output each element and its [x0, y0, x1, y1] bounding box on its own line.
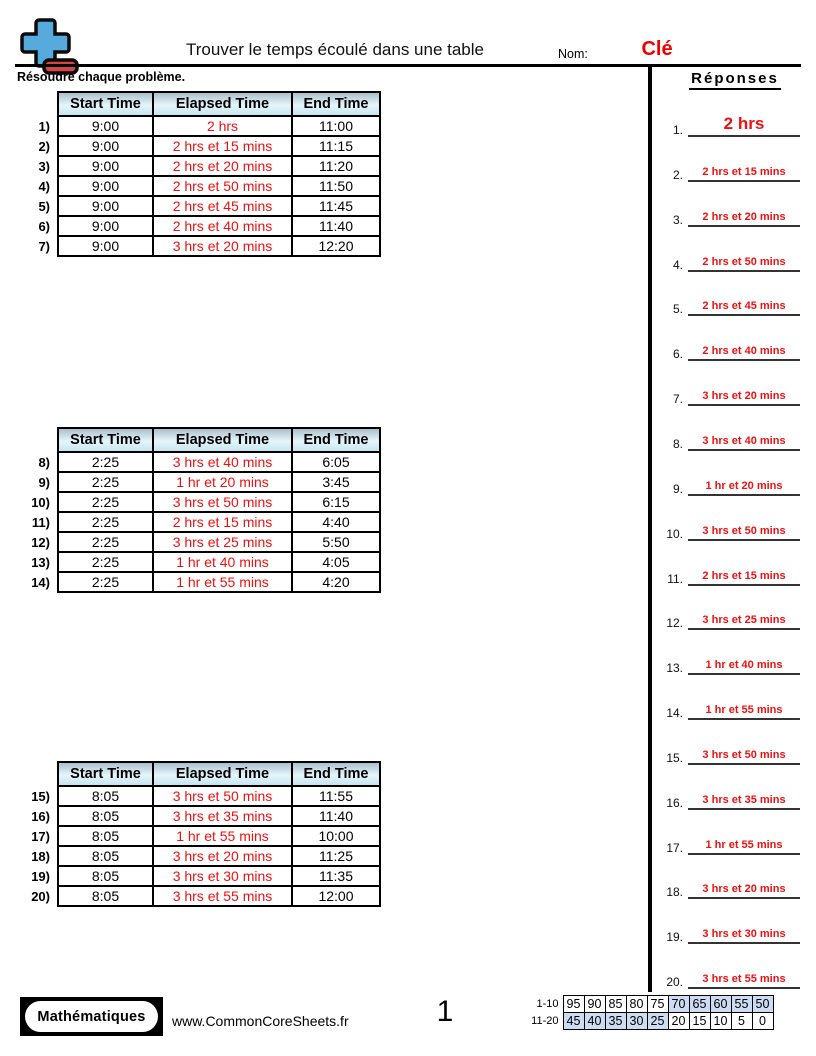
score-cell: 10: [710, 1013, 731, 1030]
end-time-cell: 11:15: [292, 136, 380, 156]
answer-item: [654, 784, 812, 810]
row-number: 13): [31, 554, 50, 570]
elapsed-time-cell: 3 hrs et 50 mins: [153, 786, 292, 806]
table-corner-spacer: [20, 428, 58, 452]
end-time-cell: 5:50: [292, 532, 380, 552]
row-number: 1): [38, 118, 50, 134]
end-time-cell: 11:25: [292, 846, 380, 866]
answer-item: [654, 290, 812, 316]
column-header: End Time: [292, 428, 380, 452]
elapsed-time-cell: 3 hrs et 35 mins: [153, 806, 292, 826]
score-cell: 45: [563, 1013, 584, 1030]
score-cell: 30: [626, 1013, 647, 1030]
table-row: [20, 532, 380, 552]
page-number: 1: [436, 995, 454, 1028]
table-row: [20, 512, 380, 532]
column-header: Start Time: [58, 762, 153, 786]
column-header: End Time: [292, 92, 380, 116]
answer-item: [654, 201, 812, 227]
answer-text: 3 hrs et 20 mins: [688, 390, 800, 406]
score-cell: 0: [752, 1013, 773, 1030]
answer-text: 2 hrs et 20 mins: [688, 211, 800, 227]
start-time-cell: 9:00: [58, 176, 153, 196]
answer-number: 18.: [666, 885, 683, 899]
row-number: 8): [38, 454, 50, 470]
table-row: [20, 196, 380, 216]
start-time-cell: 2:25: [58, 572, 153, 592]
answer-number: 4.: [672, 258, 683, 272]
elapsed-time-cell: 1 hr et 40 mins: [153, 552, 292, 572]
answer-text: 2 hrs et 15 mins: [688, 166, 800, 182]
end-time-cell: 4:05: [292, 552, 380, 572]
problem-table-2: [20, 427, 381, 593]
answer-item: [654, 829, 812, 855]
answer-item: [654, 963, 812, 989]
answer-number: 14.: [666, 706, 683, 720]
elapsed-time-cell: 1 hr et 55 mins: [153, 826, 292, 846]
header-divider: [15, 64, 801, 67]
answer-item: [654, 649, 812, 675]
row-number: 14): [31, 574, 50, 590]
answer-number: 19.: [666, 930, 683, 944]
answers-title: [660, 70, 810, 87]
elapsed-time-cell: 3 hrs et 20 mins: [153, 846, 292, 866]
answer-item: [654, 694, 812, 720]
score-cell: 35: [605, 1013, 626, 1030]
table-row: [20, 452, 380, 472]
end-time-cell: 4:40: [292, 512, 380, 532]
end-time-cell: 12:20: [292, 236, 380, 256]
start-time-cell: 2:25: [58, 532, 153, 552]
answer-text: 1 hr et 20 mins: [688, 480, 800, 496]
score-cell: 25: [647, 1013, 668, 1030]
answer-item: [654, 246, 812, 272]
answer-text: 2 hrs et 15 mins: [688, 570, 800, 586]
end-time-cell: 4:20: [292, 572, 380, 592]
answer-item: [654, 335, 812, 361]
table-row: [20, 826, 380, 846]
elapsed-time-cell: 2 hrs: [153, 116, 292, 136]
answer-number: 9.: [672, 482, 683, 496]
brand-name: Mathématiques: [25, 1001, 158, 1032]
score-cell: 65: [689, 996, 710, 1013]
row-number: 4): [38, 178, 50, 194]
table-row: [20, 136, 380, 156]
end-time-cell: 12:00: [292, 886, 380, 906]
row-number: 5): [38, 198, 50, 214]
score-cell: 15: [689, 1013, 710, 1030]
elapsed-time-cell: 3 hrs et 30 mins: [153, 866, 292, 886]
page-title: Trouver le temps écoulé dans une table: [186, 40, 484, 59]
website-url: www.CommonCoreSheets.fr: [172, 1013, 349, 1029]
start-time-cell: 8:05: [58, 866, 153, 886]
end-time-cell: 11:50: [292, 176, 380, 196]
elapsed-time-table: [20, 427, 381, 593]
problem-table-3: [20, 761, 381, 907]
answer-number: 17.: [666, 841, 683, 855]
end-time-cell: 6:15: [292, 492, 380, 512]
row-number: 20): [31, 888, 50, 904]
answer-number: 13.: [666, 661, 683, 675]
answer-text: 2 hrs et 40 mins: [688, 345, 800, 361]
answer-item: [654, 111, 812, 137]
row-number: 10): [31, 494, 50, 510]
score-cell: 20: [668, 1013, 689, 1030]
row-number: 3): [38, 158, 50, 174]
answer-item: [654, 560, 812, 586]
table-row: [20, 786, 380, 806]
answer-item: [654, 873, 812, 899]
answer-item: [654, 739, 812, 765]
answer-number: 7.: [672, 392, 683, 406]
elapsed-time-cell: 2 hrs et 15 mins: [153, 136, 292, 156]
answer-number: 12.: [666, 616, 683, 630]
end-time-cell: 11:20: [292, 156, 380, 176]
end-time-cell: 10:00: [292, 826, 380, 846]
answer-text: 2 hrs: [688, 114, 800, 137]
table-row: [20, 492, 380, 512]
row-number: 7): [38, 238, 50, 254]
row-number: 9): [38, 474, 50, 490]
answer-item: [654, 380, 812, 406]
start-time-cell: 8:05: [58, 846, 153, 866]
start-time-cell: 9:00: [58, 136, 153, 156]
elapsed-time-cell: 3 hrs et 55 mins: [153, 886, 292, 906]
score-cell: 75: [647, 996, 668, 1013]
column-header: Elapsed Time: [153, 762, 292, 786]
table-row: [20, 116, 380, 136]
answer-number: 11.: [667, 572, 683, 586]
column-header: Elapsed Time: [153, 92, 292, 116]
start-time-cell: 2:25: [58, 452, 153, 472]
score-cell: 5: [731, 1013, 752, 1030]
column-header: Elapsed Time: [153, 428, 292, 452]
score-cell: 55: [731, 996, 752, 1013]
table-row: [20, 572, 380, 592]
answer-number: 1.: [672, 123, 683, 137]
answer-text: 1 hr et 40 mins: [688, 659, 800, 675]
column-header: Start Time: [58, 92, 153, 116]
table-row: [20, 866, 380, 886]
row-number: 17): [31, 828, 50, 844]
column-header: Start Time: [58, 428, 153, 452]
table-row: [20, 552, 380, 572]
answer-number: 3.: [672, 213, 683, 227]
end-time-cell: 11:40: [292, 806, 380, 826]
elapsed-time-cell: 2 hrs et 20 mins: [153, 156, 292, 176]
score-cell: 70: [668, 996, 689, 1013]
start-time-cell: 2:25: [58, 472, 153, 492]
answers-title-text: Réponses: [689, 70, 781, 90]
elapsed-time-cell: 3 hrs et 50 mins: [153, 492, 292, 512]
end-time-cell: 3:45: [292, 472, 380, 492]
elapsed-time-cell: 2 hrs et 40 mins: [153, 216, 292, 236]
answer-number: 6.: [672, 347, 683, 361]
answers-divider: [648, 67, 652, 992]
answer-text: 3 hrs et 30 mins: [688, 928, 800, 944]
row-number: 18): [31, 848, 50, 864]
table-row: [20, 176, 380, 196]
answer-number: 8.: [672, 437, 683, 451]
row-number: 16): [31, 808, 50, 824]
end-time-cell: 11:45: [292, 196, 380, 216]
elapsed-time-cell: 2 hrs et 50 mins: [153, 176, 292, 196]
score-cell: 50: [752, 996, 773, 1013]
answer-item: [654, 425, 812, 451]
answer-number: 16.: [666, 796, 683, 810]
answer-text: 3 hrs et 20 mins: [688, 883, 800, 899]
start-time-cell: 9:00: [58, 116, 153, 136]
answer-item: [654, 918, 812, 944]
answer-number: 20.: [666, 975, 683, 989]
answer-item: [654, 156, 812, 182]
elapsed-time-cell: 3 hrs et 40 mins: [153, 452, 292, 472]
elapsed-time-cell: 1 hr et 55 mins: [153, 572, 292, 592]
score-cell: 60: [710, 996, 731, 1013]
start-time-cell: 2:25: [58, 552, 153, 572]
table-corner-spacer: [20, 762, 58, 786]
answer-number: 15.: [666, 751, 683, 765]
row-number: 15): [31, 788, 50, 804]
answer-text: 3 hrs et 55 mins: [688, 973, 800, 989]
brand-logo: [20, 997, 163, 1036]
table-row: [20, 806, 380, 826]
score-cell: 95: [563, 996, 584, 1013]
table-corner-spacer: [20, 92, 58, 116]
start-time-cell: 2:25: [58, 492, 153, 512]
elapsed-time-cell: 3 hrs et 20 mins: [153, 236, 292, 256]
score-grid-row: [527, 1013, 773, 1030]
problem-table-1: [20, 91, 381, 257]
row-number: 2): [38, 138, 50, 154]
start-time-cell: 8:05: [58, 886, 153, 906]
start-time-cell: 9:00: [58, 156, 153, 176]
name-label: Nom:: [558, 47, 588, 61]
answer-text: 2 hrs et 45 mins: [688, 300, 800, 316]
score-range-label: 1-10: [536, 998, 559, 1010]
answer-text: 3 hrs et 40 mins: [688, 435, 800, 451]
start-time-cell: 8:05: [58, 826, 153, 846]
end-time-cell: 11:00: [292, 116, 380, 136]
answer-text: 3 hrs et 35 mins: [688, 794, 800, 810]
answer-text: 1 hr et 55 mins: [688, 704, 800, 720]
answer-text: 3 hrs et 25 mins: [688, 614, 800, 630]
start-time-cell: 9:00: [58, 196, 153, 216]
table-row: [20, 472, 380, 492]
answer-number: 5.: [672, 302, 683, 316]
score-cell: 80: [626, 996, 647, 1013]
elapsed-time-table: [20, 91, 381, 257]
end-time-cell: 11:35: [292, 866, 380, 886]
elapsed-time-table: [20, 761, 381, 907]
plus-minus-logo-icon: [16, 16, 82, 78]
score-grid-row: [527, 996, 773, 1013]
answer-item: [654, 515, 812, 541]
row-number: 12): [31, 534, 50, 550]
answer-text: 3 hrs et 50 mins: [688, 525, 800, 541]
instruction-text: Résoudre chaque problème.: [17, 70, 186, 84]
score-cell: 90: [584, 996, 605, 1013]
score-cell: 40: [584, 1013, 605, 1030]
answer-text: 3 hrs et 50 mins: [688, 749, 800, 765]
answer-number: 10.: [666, 527, 683, 541]
table-row: [20, 156, 380, 176]
score-grid: [527, 995, 774, 1030]
answer-number: 2.: [672, 168, 683, 182]
end-time-cell: 11:40: [292, 216, 380, 236]
name-value: Clé: [641, 38, 673, 60]
column-header: End Time: [292, 762, 380, 786]
answer-item: [654, 604, 812, 630]
table-row: [20, 886, 380, 906]
answer-text: 2 hrs et 50 mins: [688, 256, 800, 272]
end-time-cell: 6:05: [292, 452, 380, 472]
row-number: 19): [31, 868, 50, 884]
score-range-label: 11-20: [531, 1015, 559, 1027]
elapsed-time-cell: 2 hrs et 45 mins: [153, 196, 292, 216]
elapsed-time-cell: 3 hrs et 25 mins: [153, 532, 292, 552]
row-number: 6): [38, 218, 50, 234]
end-time-cell: 11:55: [292, 786, 380, 806]
start-time-cell: 8:05: [58, 806, 153, 826]
table-row: [20, 236, 380, 256]
table-row: [20, 846, 380, 866]
start-time-cell: 9:00: [58, 236, 153, 256]
answer-text: 1 hr et 55 mins: [688, 839, 800, 855]
table-row: [20, 216, 380, 236]
row-number: 11): [31, 514, 50, 530]
elapsed-time-cell: 2 hrs et 15 mins: [153, 512, 292, 532]
elapsed-time-cell: 1 hr et 20 mins: [153, 472, 292, 492]
score-cell: 85: [605, 996, 626, 1013]
answer-item: [654, 470, 812, 496]
start-time-cell: 9:00: [58, 216, 153, 236]
start-time-cell: 8:05: [58, 786, 153, 806]
start-time-cell: 2:25: [58, 512, 153, 532]
